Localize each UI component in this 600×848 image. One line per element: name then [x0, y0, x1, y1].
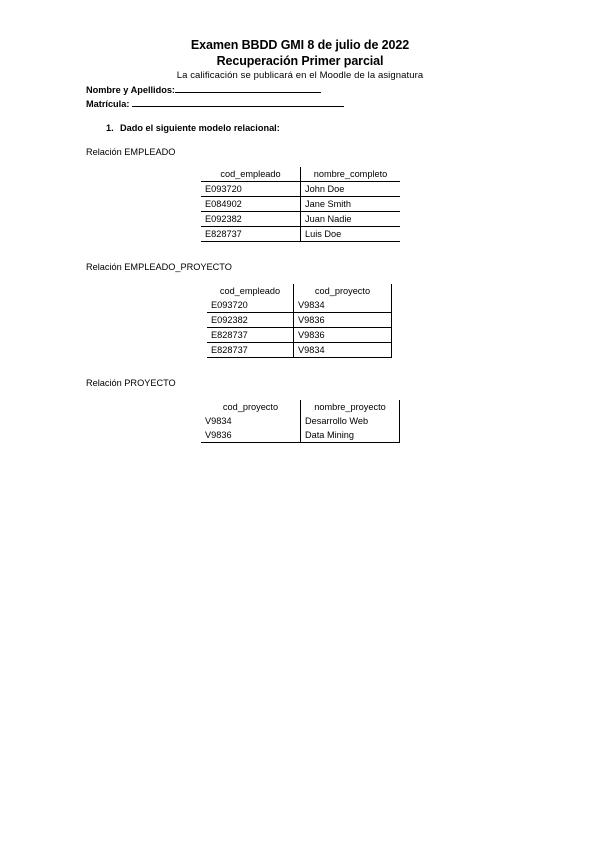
column-header: cod_empleado: [201, 167, 301, 182]
table-cell: V9836: [294, 313, 392, 328]
question-number: 1.: [106, 123, 114, 133]
table-row: [201, 197, 400, 212]
table-cell: Luis Doe: [301, 227, 401, 242]
name-field: [86, 83, 321, 95]
table-cell: E092382: [207, 313, 294, 328]
table-cell: Juan Nadie: [301, 212, 401, 227]
table-cell: Data Mining: [301, 428, 400, 443]
column-header: cod_empleado: [207, 284, 294, 298]
table-row: [207, 313, 392, 328]
table-cell: Desarrollo Web: [305, 415, 369, 426]
id-field: [86, 97, 344, 109]
table-row: [201, 428, 400, 443]
table-row: [207, 298, 392, 313]
column-header: nombre_completo: [301, 167, 401, 182]
question-text: Dado el siguiente modelo relacional:: [120, 123, 280, 133]
question-1: [106, 123, 280, 133]
relation-label-proyecto: Relación PROYECTO: [86, 378, 176, 388]
table-empleado: [201, 167, 400, 242]
table-empleado-proyecto: [207, 284, 392, 358]
table-header-row: [207, 284, 392, 298]
id-label: Matrícula:: [86, 99, 130, 109]
table-cell: V9836: [201, 428, 301, 443]
table-cell: E828737: [207, 343, 294, 358]
table-cell: E093720: [201, 182, 301, 197]
table-cell: V9834: [201, 414, 301, 428]
table-row: [207, 343, 392, 358]
table-cell: E092382: [201, 212, 301, 227]
id-blank-line: [132, 97, 344, 107]
relation-label-empleado: Relación EMPLEADO: [86, 147, 176, 157]
column-header: nombre_proyecto: [314, 401, 386, 412]
exam-note: La calificación se publicará en el Moodle de la asignatura: [176, 70, 424, 81]
table-row: [207, 328, 392, 343]
exam-subtitle: Recuperación Primer parcial: [216, 54, 384, 68]
table-row: [201, 212, 400, 227]
table-cell: V9834: [294, 298, 392, 313]
table-cell: E084902: [201, 197, 301, 212]
name-label: Nombre y Apellidos:: [86, 85, 175, 95]
column-header: cod_proyecto: [201, 400, 301, 414]
relation-label-empleado-proyecto: Relación EMPLEADO_PROYECTO: [86, 262, 232, 272]
exam-title: Examen BBDD GMI 8 de julio de 2022: [190, 38, 410, 52]
table-proyecto: [201, 400, 400, 443]
table-cell: V9834: [294, 343, 392, 358]
table-header-row: [201, 167, 400, 182]
table-cell: John Doe: [301, 182, 401, 197]
table-row: [201, 182, 400, 197]
table-cell: V9836: [294, 328, 392, 343]
table-row: [201, 414, 400, 428]
name-blank-line: [175, 83, 321, 93]
column-header: cod_proyecto: [314, 285, 371, 296]
table-cell: Jane Smith: [301, 197, 401, 212]
table-cell: E093720: [207, 298, 294, 313]
table-header-row: [201, 400, 400, 414]
table-cell: E828737: [207, 328, 294, 343]
table-cell: E828737: [201, 227, 301, 242]
table-row: [201, 227, 400, 242]
